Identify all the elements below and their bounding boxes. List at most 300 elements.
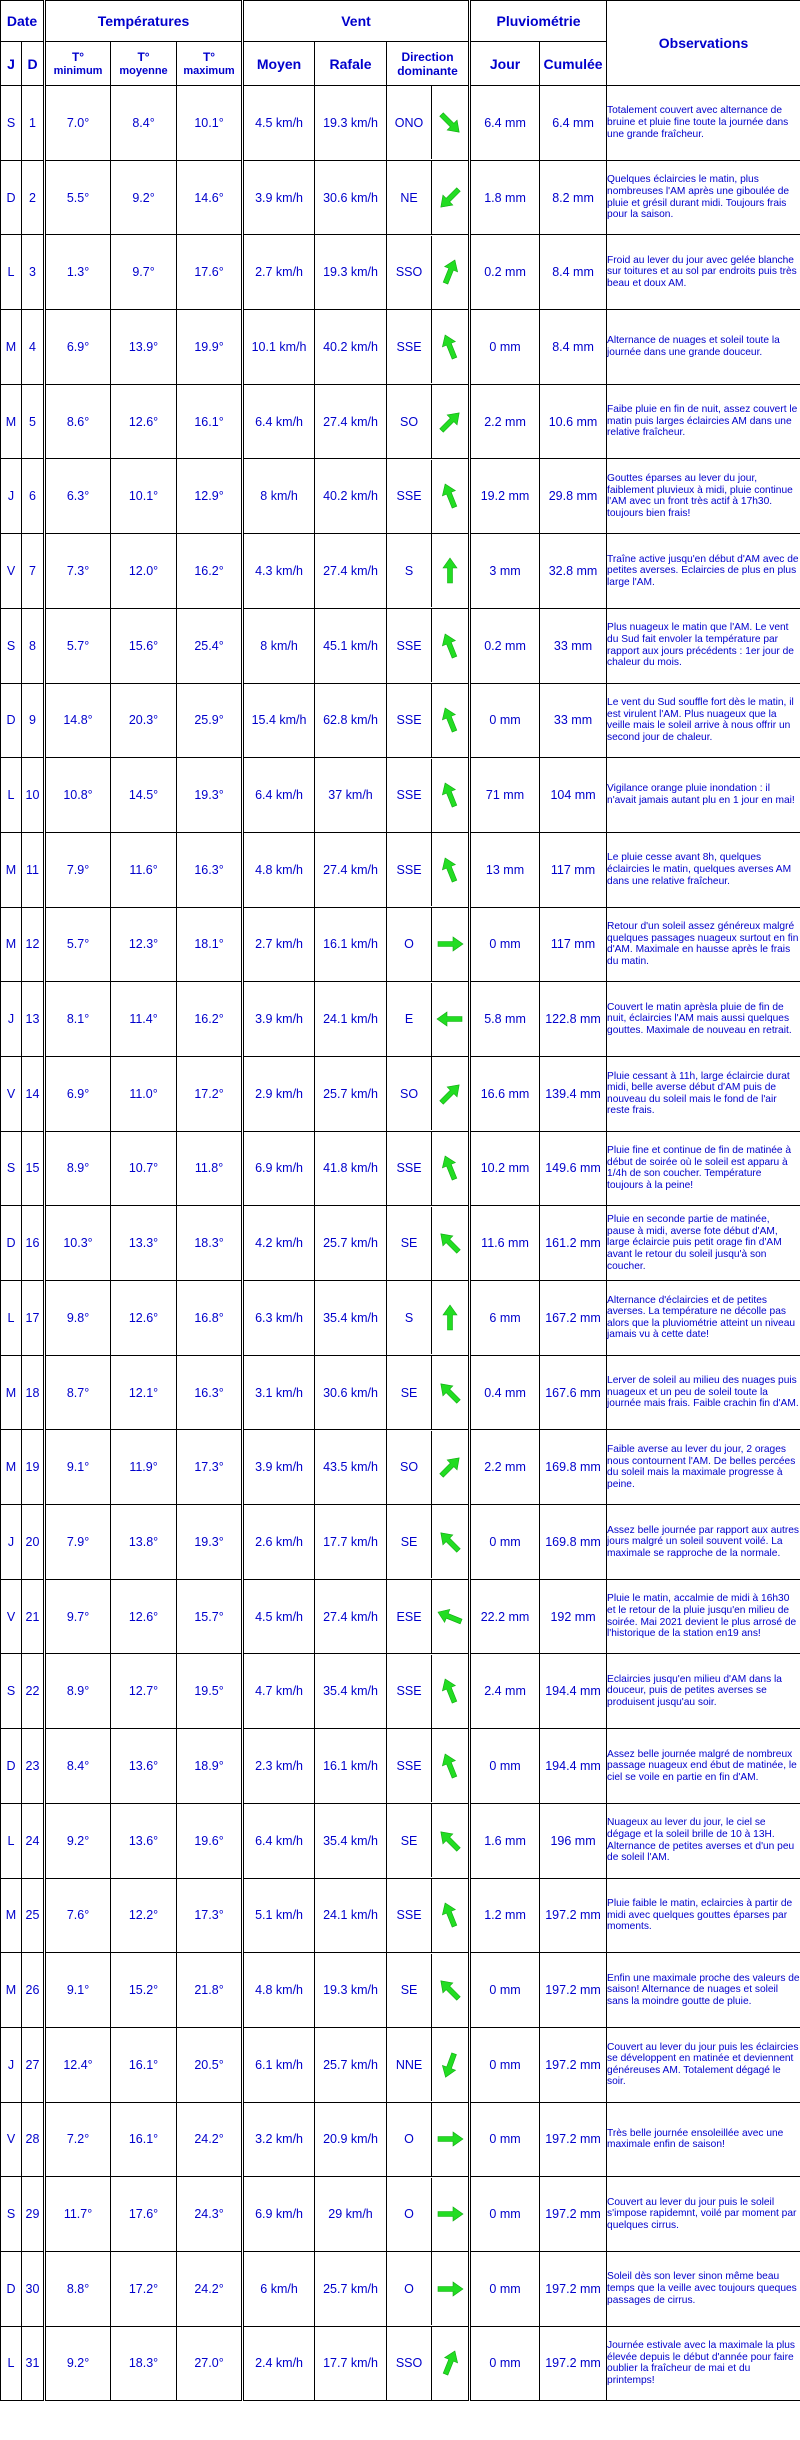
observation-text <box>607 1206 800 1281</box>
day-number: 15 <box>22 1131 45 1206</box>
wind-arrow-icon <box>432 1954 468 2027</box>
wind-gust: 17.7 km/h <box>315 2326 387 2401</box>
table-row <box>1 1654 800 1729</box>
day-number: 27 <box>22 2027 45 2102</box>
wind-arrow-icon <box>432 1879 468 1952</box>
table-row <box>1 758 800 833</box>
rain-day: 2.2 mm <box>470 1430 540 1505</box>
wind-direction <box>387 2251 470 2326</box>
temp-max: 27.0° <box>177 2326 243 2401</box>
rain-day: 0.4 mm <box>470 1355 540 1430</box>
rain-cumulative: 8.4 mm <box>540 310 607 385</box>
temp-max: 17.3° <box>177 1878 243 1953</box>
temp-max: 19.9° <box>177 310 243 385</box>
temp-min: 8.4° <box>45 1729 111 1804</box>
temp-min: 9.2° <box>45 1803 111 1878</box>
temp-mean: 12.2° <box>111 1878 177 1953</box>
temp-min: 10.8° <box>45 758 111 833</box>
wind-direction-label: SO <box>387 1057 432 1130</box>
temp-min: 8.9° <box>45 1654 111 1729</box>
day-letter: M <box>1 384 22 459</box>
rain-cumulative: 122.8 mm <box>540 982 607 1057</box>
wind-direction-label: SSE <box>387 684 432 757</box>
rain-cumulative: 117 mm <box>540 907 607 982</box>
wind-arrow-icon <box>432 1057 468 1130</box>
observation-text <box>607 683 800 758</box>
wind-direction-label: E <box>387 983 432 1056</box>
temp-max: 19.6° <box>177 1803 243 1878</box>
header-vent: Vent <box>243 1 470 42</box>
temp-mean: 12.3° <box>111 907 177 982</box>
rain-day: 11.6 mm <box>470 1206 540 1281</box>
wind-arrow-icon <box>432 684 468 757</box>
table-row <box>1 1803 800 1878</box>
observation-text <box>607 608 800 683</box>
rain-day: 0 mm <box>470 2102 540 2177</box>
wind-arrow-icon <box>432 983 468 1056</box>
temp-mean: 16.1° <box>111 2027 177 2102</box>
wind-direction <box>387 1355 470 1430</box>
temp-min: 7.6° <box>45 1878 111 1953</box>
wind-arrow-icon <box>432 833 468 906</box>
wind-direction-label: SO <box>387 385 432 458</box>
wind-direction <box>387 384 470 459</box>
temp-mean: 9.2° <box>111 160 177 235</box>
wind-arrow-icon <box>432 236 468 309</box>
day-number: 10 <box>22 758 45 833</box>
wind-direction <box>387 1729 470 1804</box>
rain-day: 0 mm <box>470 310 540 385</box>
temp-mean: 13.6° <box>111 1803 177 1878</box>
temp-min: 9.2° <box>45 2326 111 2401</box>
rain-cumulative: 197.2 mm <box>540 2326 607 2401</box>
day-number: 13 <box>22 982 45 1057</box>
wind-mean: 6.4 km/h <box>243 1803 315 1878</box>
observation-content: Pluie le matin, accalmie de midi à 16h30 et le retour de la pluie jusqu'en milieu de soirée. Mai 2021 devient le plus arrosé de l'historique de la station en19 ans! <box>607 1593 797 1640</box>
wind-direction <box>387 1505 470 1580</box>
wind-gust: 27.4 km/h <box>315 832 387 907</box>
wind-gust: 41.8 km/h <box>315 1131 387 1206</box>
table-row <box>1 1355 800 1430</box>
temp-min: 5.7° <box>45 608 111 683</box>
wind-arrow-icon <box>432 534 468 607</box>
rain-day: 6 mm <box>470 1281 540 1356</box>
temp-mean: 10.7° <box>111 1131 177 1206</box>
day-letter: V <box>1 1056 22 1131</box>
wind-arrow-icon <box>432 1132 468 1205</box>
temp-max: 21.8° <box>177 1953 243 2028</box>
rain-day: 16.6 mm <box>470 1056 540 1131</box>
rain-day: 0 mm <box>470 907 540 982</box>
table-row <box>1 2027 800 2102</box>
wind-gust: 19.3 km/h <box>315 1953 387 2028</box>
table-row <box>1 1206 800 1281</box>
table-row <box>1 2177 800 2252</box>
day-letter: V <box>1 2102 22 2177</box>
day-number: 3 <box>22 235 45 310</box>
wind-mean: 8 km/h <box>243 459 315 534</box>
day-number: 22 <box>22 1654 45 1729</box>
temp-max: 10.1° <box>177 86 243 161</box>
day-letter: M <box>1 832 22 907</box>
rain-day: 1.8 mm <box>470 160 540 235</box>
wind-mean: 2.6 km/h <box>243 1505 315 1580</box>
observation-content: Vigilance orange pluie inondation : il n'avait jamais autant plu en 1 jour en mai! <box>607 783 795 807</box>
temp-max: 16.2° <box>177 982 243 1057</box>
wind-direction-label: SSE <box>387 833 432 906</box>
observation-text <box>607 1131 800 1206</box>
temp-mean: 12.7° <box>111 1654 177 1729</box>
rain-cumulative: 8.4 mm <box>540 235 607 310</box>
temp-min: 5.5° <box>45 160 111 235</box>
rain-cumulative: 117 mm <box>540 832 607 907</box>
wind-gust: 35.4 km/h <box>315 1803 387 1878</box>
table-row <box>1 86 800 161</box>
day-letter: J <box>1 459 22 534</box>
temp-max: 17.6° <box>177 235 243 310</box>
rain-cumulative: 197.2 mm <box>540 2027 607 2102</box>
rain-day: 10.2 mm <box>470 1131 540 1206</box>
wind-gust: 27.4 km/h <box>315 1579 387 1654</box>
wind-direction-label: SE <box>387 1356 432 1429</box>
temp-max: 16.8° <box>177 1281 243 1356</box>
temp-min: 12.4° <box>45 2027 111 2102</box>
rain-day: 0 mm <box>470 1505 540 1580</box>
day-number: 6 <box>22 459 45 534</box>
wind-direction <box>387 2027 470 2102</box>
wind-arrow-icon <box>432 1580 468 1653</box>
rain-day: 0 mm <box>470 2177 540 2252</box>
day-number: 7 <box>22 534 45 609</box>
observation-text <box>607 907 800 982</box>
day-number: 17 <box>22 1281 45 1356</box>
temp-min: 7.0° <box>45 86 111 161</box>
wind-mean: 2.7 km/h <box>243 235 315 310</box>
wind-gust: 29 km/h <box>315 2177 387 2252</box>
temp-max: 17.3° <box>177 1430 243 1505</box>
day-number: 31 <box>22 2326 45 2401</box>
wind-gust: 62.8 km/h <box>315 683 387 758</box>
wind-direction-label: SE <box>387 1804 432 1877</box>
rain-day: 0 mm <box>470 1729 540 1804</box>
table-row <box>1 608 800 683</box>
wind-direction-label: SSE <box>387 609 432 682</box>
day-letter: M <box>1 1430 22 1505</box>
temp-mean: 10.1° <box>111 459 177 534</box>
temp-min: 11.7° <box>45 2177 111 2252</box>
observation-text <box>607 1878 800 1953</box>
observation-text <box>607 160 800 235</box>
wind-arrow-icon <box>432 1804 468 1877</box>
temp-max: 16.1° <box>177 384 243 459</box>
day-number: 19 <box>22 1430 45 1505</box>
table-row <box>1 235 800 310</box>
day-letter: M <box>1 1953 22 2028</box>
wind-gust: 20.9 km/h <box>315 2102 387 2177</box>
header-jour: Jour <box>470 42 540 86</box>
day-number: 4 <box>22 310 45 385</box>
observation-text <box>607 235 800 310</box>
observation-text <box>607 1056 800 1131</box>
wind-direction <box>387 1281 470 1356</box>
observation-content: Pluie cessant à 11h, large éclaircie durat midi, belle averse début d'AM puis de nouveau du soleil mais le fond de l'air reste frais. <box>607 1070 790 1117</box>
rain-day: 22.2 mm <box>470 1579 540 1654</box>
observation-content: Alternance de nuages et soleil toute la journée dans une grande douceur. <box>607 335 780 358</box>
temp-mean: 12.1° <box>111 1355 177 1430</box>
temp-mean: 12.6° <box>111 1281 177 1356</box>
table-row <box>1 907 800 982</box>
rain-cumulative: 161.2 mm <box>540 1206 607 1281</box>
day-letter: S <box>1 2177 22 2252</box>
temp-min: 14.8° <box>45 683 111 758</box>
observation-content: Très belle journée ensoleillée avec une maximale enfin de saison! <box>607 2127 784 2151</box>
wind-direction <box>387 683 470 758</box>
wind-gust: 24.1 km/h <box>315 1878 387 1953</box>
wind-mean: 6.3 km/h <box>243 1281 315 1356</box>
wind-gust: 16.1 km/h <box>315 907 387 982</box>
observation-content: Retour d'un soleil assez généreux malgré quelques passages nuageux surtout en fin d'AM. Maximale en hausse après le frais du matin. <box>607 921 799 967</box>
rain-cumulative: 29.8 mm <box>540 459 607 534</box>
wind-direction <box>387 1654 470 1729</box>
rain-day: 0 mm <box>470 2251 540 2326</box>
day-letter: S <box>1 608 22 683</box>
wind-direction-label: ESE <box>387 1580 432 1653</box>
wind-direction <box>387 534 470 609</box>
observation-text <box>607 1579 800 1654</box>
day-number: 25 <box>22 1878 45 1953</box>
rain-day: 0 mm <box>470 2326 540 2401</box>
temp-max: 17.2° <box>177 1056 243 1131</box>
temp-mean: 13.8° <box>111 1505 177 1580</box>
temp-max: 16.3° <box>177 1355 243 1430</box>
temp-mean: 11.6° <box>111 832 177 907</box>
wind-mean: 4.5 km/h <box>243 86 315 161</box>
observation-content: Totalement couvert avec alternance de bruine et pluie fine toute la journée dans une grande fraîcheur. <box>607 105 789 140</box>
wind-arrow-icon <box>432 1505 468 1578</box>
wind-arrow-icon <box>432 1356 468 1429</box>
wind-gust: 25.7 km/h <box>315 1056 387 1131</box>
rain-cumulative: 139.4 mm <box>540 1056 607 1131</box>
temp-max: 19.3° <box>177 1505 243 1580</box>
temp-min: 7.9° <box>45 1505 111 1580</box>
table-row <box>1 982 800 1057</box>
wind-mean: 8 km/h <box>243 608 315 683</box>
observation-text <box>607 1281 800 1356</box>
day-number: 21 <box>22 1579 45 1654</box>
observation-content: Journée estivale avec la maximale la plus élevée depuis le début d'année pour faire oublier la fraîcheur de mai et du printemps! <box>607 2340 796 2387</box>
wind-arrow-icon <box>432 86 468 159</box>
temp-max: 18.1° <box>177 907 243 982</box>
day-number: 24 <box>22 1803 45 1878</box>
observation-content: Assez belle journée par rapport aux autres jours malgré un soleil souvent voilé. La maximale se rapproche de la normale. <box>607 1524 800 1559</box>
wind-arrow-icon <box>432 310 468 383</box>
temp-mean: 13.6° <box>111 1729 177 1804</box>
wind-arrow-icon <box>432 2028 468 2101</box>
temp-min: 6.9° <box>45 310 111 385</box>
wind-gust: 16.1 km/h <box>315 1729 387 1804</box>
temp-mean: 11.4° <box>111 982 177 1057</box>
observation-text <box>607 1803 800 1878</box>
temp-min: 8.6° <box>45 384 111 459</box>
header-direction: Direction dominante <box>387 42 470 86</box>
wind-arrow-icon <box>432 759 468 832</box>
wind-gust: 25.7 km/h <box>315 2027 387 2102</box>
wind-direction-label: SSE <box>387 460 432 533</box>
temp-mean: 17.6° <box>111 2177 177 2252</box>
rain-cumulative: 33 mm <box>540 683 607 758</box>
wind-direction <box>387 1056 470 1131</box>
wind-direction-label: S <box>387 534 432 607</box>
wind-mean: 6.4 km/h <box>243 758 315 833</box>
rain-cumulative: 32.8 mm <box>540 534 607 609</box>
temp-mean: 16.1° <box>111 2102 177 2177</box>
observation-text <box>607 1505 800 1580</box>
wind-direction <box>387 86 470 161</box>
wind-mean: 3.9 km/h <box>243 982 315 1057</box>
wind-mean: 4.2 km/h <box>243 1206 315 1281</box>
wind-gust: 27.4 km/h <box>315 384 387 459</box>
header-cumulee: Cumulée <box>540 42 607 86</box>
wind-mean: 6.4 km/h <box>243 384 315 459</box>
wind-gust: 43.5 km/h <box>315 1430 387 1505</box>
wind-mean: 2.4 km/h <box>243 2326 315 2401</box>
wind-mean: 2.7 km/h <box>243 907 315 982</box>
temp-max: 24.3° <box>177 2177 243 2252</box>
wind-mean: 4.7 km/h <box>243 1654 315 1729</box>
rain-cumulative: 33 mm <box>540 608 607 683</box>
day-letter: D <box>1 2251 22 2326</box>
table-row <box>1 1281 800 1356</box>
temp-mean: 18.3° <box>111 2326 177 2401</box>
wind-mean: 4.3 km/h <box>243 534 315 609</box>
temp-mean: 14.5° <box>111 758 177 833</box>
table-row <box>1 1056 800 1131</box>
day-number: 30 <box>22 2251 45 2326</box>
day-letter: M <box>1 1355 22 1430</box>
observation-text <box>607 1953 800 2028</box>
temp-max: 20.5° <box>177 2027 243 2102</box>
temp-mean: 15.6° <box>111 608 177 683</box>
wind-mean: 6.9 km/h <box>243 1131 315 1206</box>
temp-mean: 15.2° <box>111 1953 177 2028</box>
rain-cumulative: 6.4 mm <box>540 86 607 161</box>
wind-arrow-icon <box>432 385 468 458</box>
wind-mean: 6 km/h <box>243 2251 315 2326</box>
temp-mean: 11.0° <box>111 1056 177 1131</box>
wind-gust: 30.6 km/h <box>315 160 387 235</box>
wind-mean: 10.1 km/h <box>243 310 315 385</box>
table-row <box>1 832 800 907</box>
rain-cumulative: 197.2 mm <box>540 2102 607 2177</box>
day-letter: D <box>1 1729 22 1804</box>
temp-min: 6.3° <box>45 459 111 534</box>
wind-gust: 19.3 km/h <box>315 235 387 310</box>
day-letter: L <box>1 235 22 310</box>
day-letter: M <box>1 1878 22 1953</box>
day-number: 20 <box>22 1505 45 1580</box>
observation-content: Quelques éclaircies le matin, plus nombreuses l'AM après une giboulée de pluie et grésil durant midi. Toujours frais pour la saison. <box>607 174 790 221</box>
rain-cumulative: 194.4 mm <box>540 1729 607 1804</box>
wind-mean: 5.1 km/h <box>243 1878 315 1953</box>
rain-day: 71 mm <box>470 758 540 833</box>
day-letter: S <box>1 1654 22 1729</box>
day-letter: J <box>1 2027 22 2102</box>
wind-arrow-icon <box>432 1281 468 1354</box>
day-letter: M <box>1 310 22 385</box>
temp-min: 8.8° <box>45 2251 111 2326</box>
observation-content: Pluie faible le matin, eclaircies à partir de midi avec quelques gouttes éparses par moments. <box>607 1897 793 1933</box>
day-letter: V <box>1 534 22 609</box>
temp-max: 25.4° <box>177 608 243 683</box>
observation-content: Gouttes éparses au lever du jour, faiblement pluvieux à midi, pluie continue l'AM avec un front très actif à 17h30. toujours bien frais! <box>607 473 793 519</box>
wind-direction <box>387 608 470 683</box>
wind-arrow-icon <box>432 1729 468 1802</box>
day-number: 2 <box>22 160 45 235</box>
wind-direction <box>387 2102 470 2177</box>
rain-cumulative: 104 mm <box>540 758 607 833</box>
observation-text <box>607 2027 800 2102</box>
wind-gust: 19.3 km/h <box>315 86 387 161</box>
observation-content: Plus nuageux le matin que l'AM. Le vent du Sud fait envoler la température par rapport aux jours précédents : 1er jour de chaleur du mois. <box>607 622 794 669</box>
day-letter: M <box>1 907 22 982</box>
wind-gust: 35.4 km/h <box>315 1654 387 1729</box>
wind-arrow-icon <box>432 460 468 533</box>
temp-mean: 20.3° <box>111 683 177 758</box>
wind-direction-label: SSO <box>387 236 432 309</box>
table-row <box>1 683 800 758</box>
temp-min: 9.8° <box>45 1281 111 1356</box>
wind-direction-label: O <box>387 2103 432 2176</box>
wind-arrow-icon <box>432 2252 468 2325</box>
wind-arrow-icon <box>432 2103 468 2176</box>
temp-max: 14.6° <box>177 160 243 235</box>
day-number: 18 <box>22 1355 45 1430</box>
wind-arrow-icon <box>432 161 468 234</box>
observation-text <box>607 86 800 161</box>
table-row <box>1 1953 800 2028</box>
wind-gust: 40.2 km/h <box>315 310 387 385</box>
table-row <box>1 2102 800 2177</box>
observation-content: Pluie fine et continue de fin de matinée à début de soirée où le soleil est apparu à 1/4h de son coucher. Température toujours à la peine! <box>607 1145 792 1192</box>
temp-mean: 9.7° <box>111 235 177 310</box>
temp-mean: 8.4° <box>111 86 177 161</box>
observation-content: Couvert au lever du jour puis le soleil s'impose rapidemnt, voilé par moment par quelques cirrus. <box>607 2196 797 2231</box>
temp-mean: 13.9° <box>111 310 177 385</box>
wind-mean: 3.1 km/h <box>243 1355 315 1430</box>
wind-direction <box>387 1430 470 1505</box>
temp-max: 19.5° <box>177 1654 243 1729</box>
wind-direction <box>387 1131 470 1206</box>
rain-day: 6.4 mm <box>470 86 540 161</box>
wind-direction-label: ONO <box>387 86 432 159</box>
rain-day: 13 mm <box>470 832 540 907</box>
day-number: 23 <box>22 1729 45 1804</box>
header-d: D <box>22 42 45 86</box>
wind-gust: 27.4 km/h <box>315 534 387 609</box>
wind-mean: 3.9 km/h <box>243 160 315 235</box>
wind-direction <box>387 758 470 833</box>
wind-direction <box>387 160 470 235</box>
observation-text <box>607 534 800 609</box>
day-letter: V <box>1 1579 22 1654</box>
observation-content: Eclaircies jusqu'en milieu d'AM dans la douceur, puis de petites averses se produisent jusqu'au soir. <box>607 1673 782 1709</box>
header-observations: Observations <box>607 1 800 86</box>
wind-direction-label: SSE <box>387 1729 432 1802</box>
temp-mean: 12.6° <box>111 384 177 459</box>
rain-cumulative: 8.2 mm <box>540 160 607 235</box>
table-row <box>1 459 800 534</box>
wind-mean: 4.5 km/h <box>243 1579 315 1654</box>
